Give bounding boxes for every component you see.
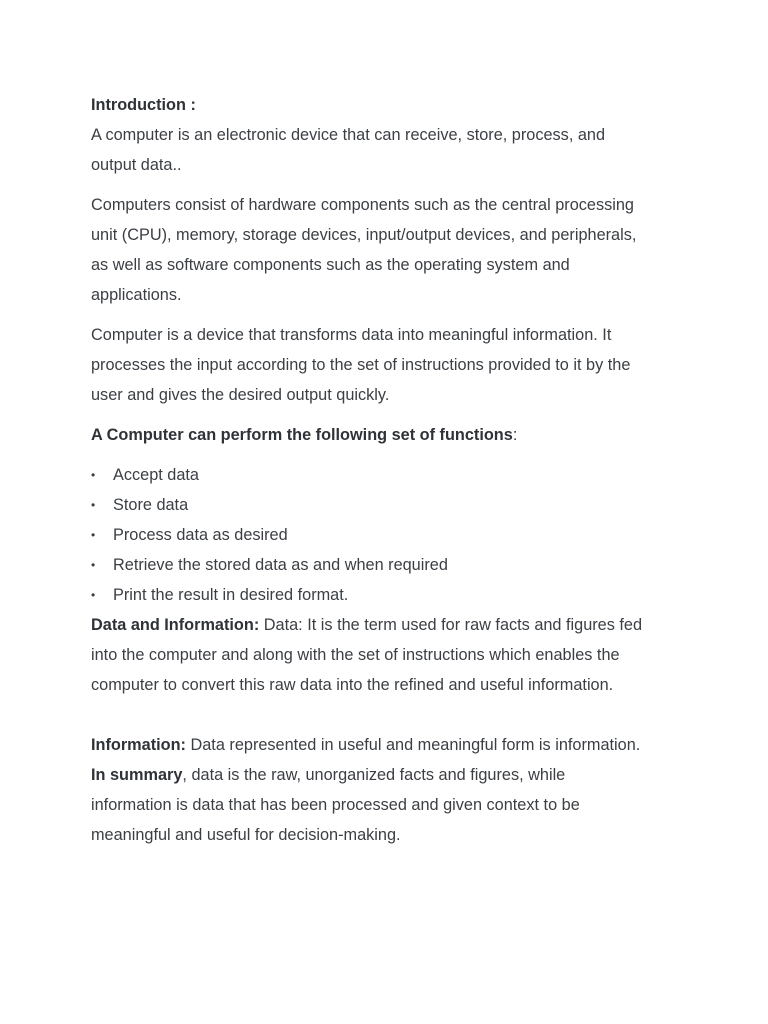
transform-paragraph [91, 320, 691, 410]
data-info-line-3: computer to convert this raw data into the refined and useful information. [91, 676, 614, 694]
information-label: Information: [91, 736, 186, 754]
list-item-text: Accept data [113, 466, 199, 484]
list-item [91, 550, 691, 580]
data-info-line-1 [91, 610, 691, 640]
transform-line-1: Computer is a device that transforms data into meaningful information. It [91, 326, 612, 344]
list-item-text: Retrieve the stored data as and when required [113, 556, 448, 574]
functions-list [91, 460, 691, 610]
bullet-icon: • [91, 558, 96, 572]
summary-label: In summary [91, 766, 183, 784]
functions-heading-text: A Computer can perform the following set of functions [91, 426, 513, 444]
list-item-text: Print the result in desired format. [113, 586, 349, 604]
list-item [91, 520, 691, 550]
list-item [91, 580, 691, 610]
components-line-1: Computers consist of hardware components such as the central processing [91, 196, 634, 214]
summary-line-1-text: , data is the raw, unorganized facts and figures, while [182, 766, 566, 784]
information-line [91, 730, 691, 760]
information-text: Data represented in useful and meaningful form is information. [185, 736, 641, 754]
data-info-label: Data and Information: [91, 616, 260, 634]
bullet-icon: • [91, 498, 96, 512]
summary-line-3: meaningful and useful for decision-making. [91, 826, 401, 844]
summary-section [91, 760, 691, 850]
intro-heading: Introduction : [91, 96, 196, 114]
intro-line-1: A computer is an electronic device that can receive, store, process, and [91, 126, 606, 144]
list-item [91, 490, 691, 520]
transform-line-3: user and gives the desired output quickly. [91, 386, 390, 404]
functions-heading [91, 420, 691, 450]
list-item-text: Process data as desired [113, 526, 288, 544]
data-info-line-2: into the computer and along with the set of instructions which enables the [91, 646, 620, 664]
bullet-icon: • [91, 528, 96, 542]
components-line-2: unit (CPU), memory, storage devices, input/output devices, and peripherals, [91, 226, 637, 244]
transform-line-2: processes the input according to the set of instructions provided to it by the [91, 356, 631, 374]
functions-heading-colon: : [512, 426, 518, 444]
bullet-icon: • [91, 468, 96, 482]
list-item-text: Store data [113, 496, 189, 514]
components-line-4: applications. [91, 286, 182, 304]
bullet-icon: • [91, 588, 96, 602]
data-information-section [91, 610, 691, 700]
components-paragraph [91, 190, 691, 310]
list-item [91, 460, 691, 490]
data-info-line-1-text: Data: It is the term used for raw facts and figures fed [259, 616, 643, 634]
components-line-3: as well as software components such as the operating system and [91, 256, 570, 274]
blank-line [91, 700, 691, 730]
intro-section [91, 90, 691, 180]
summary-line-2: information is data that has been processed and given context to be [91, 796, 580, 814]
intro-line-2: output data.. [91, 156, 182, 174]
document-body [91, 90, 691, 850]
summary-line-1 [91, 760, 691, 790]
